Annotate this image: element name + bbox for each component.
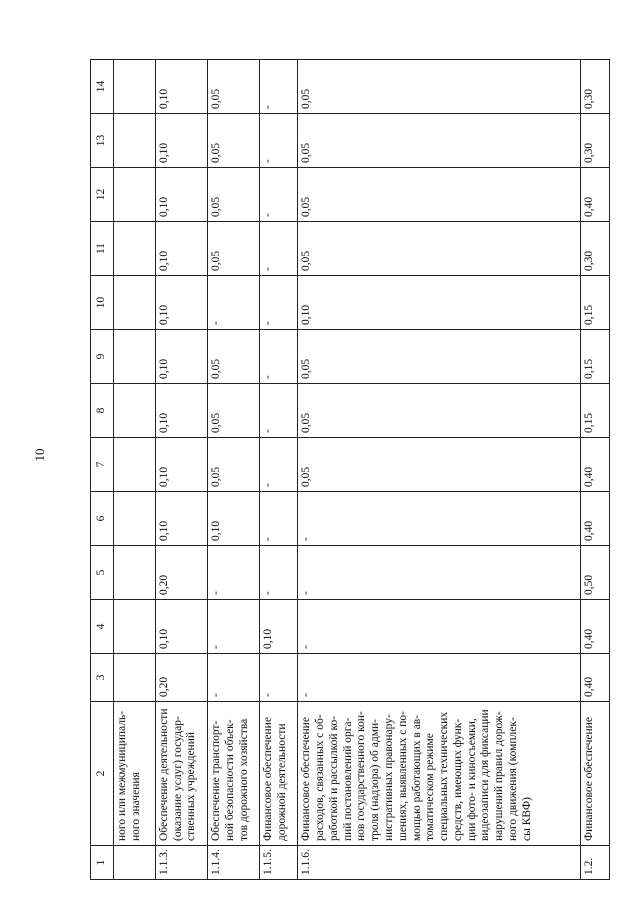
value-cell	[114, 600, 156, 654]
column-header: 4	[91, 600, 114, 654]
value-cell: 0,05	[298, 60, 581, 114]
value-cell: 0,10	[155, 492, 207, 546]
value-cell: 0,40	[580, 492, 609, 546]
value-cell: 0,40	[580, 168, 609, 222]
value-cell: -	[298, 492, 581, 546]
row-name: Обеспечение деятельности (оказание услуг) государ- ственных учреждений	[155, 702, 207, 846]
table-row	[260, 60, 298, 880]
value-cell	[114, 384, 156, 438]
value-cell: 0,05	[208, 114, 260, 168]
column-header: 2	[91, 702, 114, 846]
value-cell: -	[260, 546, 298, 600]
table-row	[114, 60, 156, 880]
value-cell: -	[260, 276, 298, 330]
value-cell: -	[260, 438, 298, 492]
value-cell	[114, 168, 156, 222]
row-code: 1.1.5.	[260, 846, 298, 880]
column-header: 10	[91, 276, 114, 330]
page-number: 10	[32, 448, 47, 462]
column-header: 5	[91, 546, 114, 600]
value-cell: -	[260, 492, 298, 546]
table-row	[580, 60, 609, 880]
header-row	[91, 60, 114, 880]
value-cell	[114, 654, 156, 702]
value-cell: -	[298, 600, 581, 654]
value-cell: 0,05	[208, 438, 260, 492]
value-cell: -	[260, 384, 298, 438]
value-cell: 0,30	[580, 222, 609, 276]
value-cell: 0,10	[155, 168, 207, 222]
value-cell: -	[208, 276, 260, 330]
value-cell	[114, 222, 156, 276]
value-cell: 0,15	[580, 276, 609, 330]
value-cell: -	[260, 60, 298, 114]
value-cell: 0,05	[298, 168, 581, 222]
value-cell	[114, 546, 156, 600]
value-cell: 0,10	[155, 114, 207, 168]
value-cell: 0,50	[580, 546, 609, 600]
row-code: 1.1.4.	[208, 846, 260, 880]
column-header: 7	[91, 438, 114, 492]
row-code	[114, 846, 156, 880]
value-cell: 0,05	[298, 222, 581, 276]
value-cell: -	[208, 546, 260, 600]
value-cell: 0,05	[208, 60, 260, 114]
value-cell: 0,10	[208, 492, 260, 546]
value-cell: 0,30	[580, 114, 609, 168]
column-header: 6	[91, 492, 114, 546]
value-cell	[114, 330, 156, 384]
value-cell: 0,10	[155, 600, 207, 654]
column-header: 13	[91, 114, 114, 168]
row-code: 1.2.	[580, 846, 609, 880]
value-cell	[114, 438, 156, 492]
column-header: 3	[91, 654, 114, 702]
value-cell: 0,15	[580, 384, 609, 438]
row-code: 1.1.3.	[155, 846, 207, 880]
value-cell: 0,05	[208, 330, 260, 384]
value-cell: 0,10	[298, 276, 581, 330]
value-cell: -	[208, 654, 260, 702]
row-name: Финансовое обеспечение дорожной деятельности	[260, 702, 298, 846]
value-cell: -	[298, 654, 581, 702]
table-row	[155, 60, 207, 880]
value-cell: 0,20	[155, 654, 207, 702]
value-cell: 0,20	[155, 546, 207, 600]
value-cell	[114, 276, 156, 330]
column-header: 1	[91, 846, 114, 880]
data-table	[90, 59, 610, 880]
value-cell	[114, 114, 156, 168]
value-cell: 0,40	[580, 600, 609, 654]
value-cell: 0,40	[580, 654, 609, 702]
row-code: 1.1.6.	[298, 846, 581, 880]
value-cell: 0,05	[208, 222, 260, 276]
row-name: ного или межмуниципаль- ного значения	[114, 702, 156, 846]
value-cell: 0,05	[298, 438, 581, 492]
value-cell: 0,40	[580, 438, 609, 492]
column-header: 8	[91, 384, 114, 438]
value-cell: -	[260, 114, 298, 168]
value-cell: 0,10	[155, 438, 207, 492]
value-cell: 0,10	[155, 222, 207, 276]
value-cell: 0,05	[298, 114, 581, 168]
value-cell: 0,30	[580, 60, 609, 114]
value-cell: -	[260, 330, 298, 384]
value-cell: 0,05	[298, 330, 581, 384]
column-header: 9	[91, 330, 114, 384]
value-cell: 0,10	[155, 330, 207, 384]
column-header: 11	[91, 222, 114, 276]
rotated-table-container	[90, 60, 610, 880]
value-cell: 0,10	[155, 60, 207, 114]
value-cell: 0,05	[208, 384, 260, 438]
value-cell: 0,15	[580, 330, 609, 384]
value-cell: 0,10	[155, 276, 207, 330]
column-header: 12	[91, 168, 114, 222]
value-cell: 0,10	[155, 384, 207, 438]
row-name: Финансовое обеспечение	[580, 702, 609, 846]
column-header: 14	[91, 60, 114, 114]
value-cell: -	[260, 654, 298, 702]
row-name: Финансовое обеспечение расходов, связанных с об- работкой и рассылкой ко- пий постановлений орга- нов государственного кон- троля (надзора) об адми- нистративных правонару- шениях, выявленных с по- мощью работающих в ав- томатическом режиме специальных технических средств, имеющих функ- ции фото- и киносъемки, видеозаписи для фиксации нарушений правил дорож- ного движения (комплек- сы КВФ)	[298, 702, 581, 846]
value-cell	[114, 492, 156, 546]
value-cell: -	[260, 222, 298, 276]
table-row	[208, 60, 260, 880]
value-cell: 0,10	[260, 600, 298, 654]
value-cell: -	[208, 600, 260, 654]
value-cell	[114, 60, 156, 114]
value-cell: -	[298, 546, 581, 600]
row-name: Обеспечение транспорт- ной безопасности объек- тов дорожного хозяйства	[208, 702, 260, 846]
value-cell: 0,05	[298, 384, 581, 438]
table-row	[298, 60, 581, 880]
value-cell: 0,05	[208, 168, 260, 222]
value-cell: -	[260, 168, 298, 222]
